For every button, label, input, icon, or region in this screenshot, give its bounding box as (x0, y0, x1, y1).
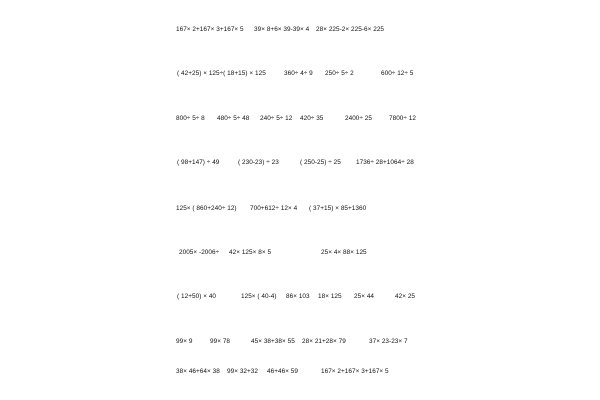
problem-r1-3: 28× 225-2× 225-6× 225 (316, 26, 385, 33)
problem-r4-2: ( 230-23) ÷ 23 (238, 159, 279, 166)
problem-r1-1: 167× 2+167× 3+167× 5 (176, 26, 244, 33)
problem-r7-3: 86× 103 (286, 293, 310, 300)
problem-r3-6: 7800÷ 12 (389, 115, 417, 122)
problem-r8-4: 28× 21+28× 79 (302, 338, 346, 345)
problem-r8-3: 45× 38+38× 55 (251, 338, 295, 345)
problem-r7-2: 125× ( 40-4) (241, 293, 277, 300)
problem-r6-1: 2005× -2006÷ (179, 249, 220, 256)
problem-r2-1: ( 42+25) × 125÷( 18+15) × 125 (177, 70, 266, 77)
problem-r4-3: ( 250-25) ÷ 25 (300, 159, 341, 166)
problem-r8-5: 37× 23-23× 7 (369, 338, 408, 345)
problem-r5-3: ( 37+15) × 85+1360 (309, 205, 367, 212)
problem-r3-1: 800÷ 5÷ 8 (176, 115, 205, 122)
problem-r7-4: 18× 125 (318, 293, 342, 300)
problem-r5-2: 700+612÷ 12× 4 (250, 205, 298, 212)
problem-r9-2: 99× 32+32 (227, 368, 259, 375)
problem-r6-3: 25× 4× 88× 125 (321, 249, 367, 256)
problem-r9-3: 46+46× 59 (267, 368, 299, 375)
problem-r8-2: 99× 78 (210, 338, 231, 345)
problem-r5-1: 125× ( 860+240÷ 12) (176, 205, 237, 212)
problem-r9-1: 38× 46+64× 38 (176, 368, 220, 375)
problem-r8-1: 99× 9 (176, 338, 193, 345)
problem-r3-3: 240÷ 5÷ 12 (260, 115, 293, 122)
problem-r7-5: 25× 44 (354, 293, 375, 300)
problem-r4-4: 1736÷ 28+1064÷ 28 (356, 159, 414, 166)
problem-r7-6: 42× 25 (395, 293, 416, 300)
problem-r4-1: ( 98+147) ÷ 49 (177, 159, 220, 166)
problem-r2-4: 600÷ 12÷ 5 (381, 70, 414, 77)
problem-r3-5: 2400÷ 25 (345, 115, 373, 122)
problem-r3-2: 480÷ 5÷ 48 (217, 115, 250, 122)
problem-r9-4: 167× 2+167× 3+167× 5 (321, 368, 389, 375)
problem-r6-2: 42× 125× 8× 5 (229, 249, 272, 256)
problem-r3-4: 420÷ 35 (300, 115, 324, 122)
problem-r2-3: 250÷ 5÷ 2 (325, 70, 354, 77)
problem-r7-1: ( 12+50) × 40 (177, 293, 217, 300)
problem-r1-2: 39× 8+6× 39-39× 4 (254, 26, 310, 33)
problem-r2-2: 360÷ 4÷ 9 (284, 70, 313, 77)
